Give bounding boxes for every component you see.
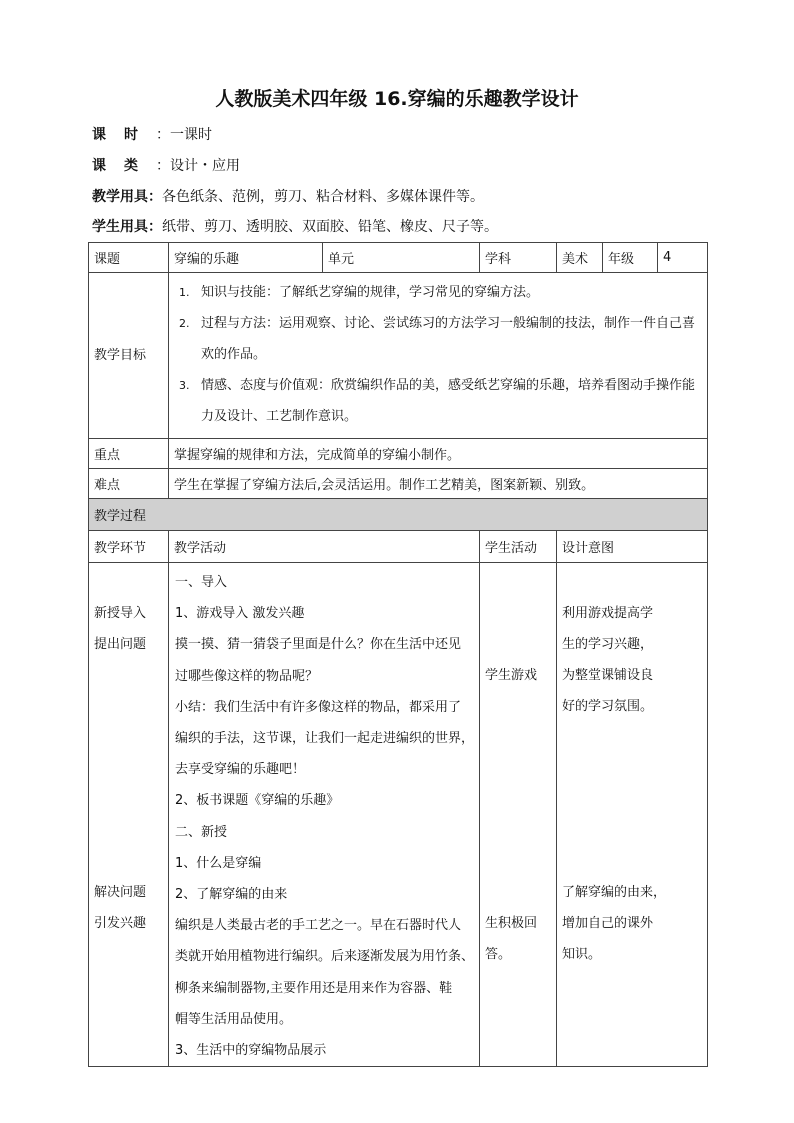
activity-line: 小结：我们生活中有许多像这样的物品，都采用了 [175, 699, 462, 715]
meta-student-tools [92, 216, 498, 236]
activity-line: 一、导入 [175, 575, 228, 590]
topic-label: 课题 [89, 243, 169, 273]
stage-column [89, 563, 169, 1067]
activity-column [169, 563, 480, 1067]
activity-line: 类就开始用植物进行编织。后来逐渐发展为用竹条、 [175, 949, 475, 965]
meta-class-type: 课类：设计・应用 [92, 158, 240, 174]
page-title: 人教版美术四年级 16.穿编的乐趣教学设计 [215, 88, 579, 110]
intent-line: 为整堂课铺设良 [562, 668, 654, 683]
activity-line: 摸一摸、猜一猜袋子里面是什么？你在生活中还见 [175, 637, 462, 653]
meta-value: 纸带、剪刀、透明胶、双面胶、铅笔、橡皮、尺子等。 [162, 219, 498, 235]
meta-value: 各色纸条、范例，剪刀、粘合材料、多媒体课件等。 [162, 189, 484, 205]
stage-item: 引发兴趣 [94, 916, 147, 931]
activity-line: 编织是人类最古老的手工艺之一。早在石器时代人 [175, 918, 462, 934]
header-student: 学生活动 [480, 531, 557, 563]
difficulty-text: 学生在掌握了穿编方法后,会灵活运用。制作工艺精美，图案新颖、别致。 [169, 469, 708, 499]
meta-label: 课类 [92, 158, 156, 174]
meta-label: 学生用具： [92, 219, 162, 235]
goal-item: 3. 情感、态度与价值观：欣赏编织作品的美，感受纸艺穿编的乐趣，培养看图动手操作能力及设计、工艺制作意识。 [179, 378, 696, 424]
activity-line: 1、游戏导入 激发兴趣 [175, 606, 305, 622]
header-activity: 教学活动 [169, 531, 480, 563]
stage-item: 解决问题 [94, 885, 147, 900]
goal-item: 1. 知识与技能：了解纸艺穿编的规律，学习常见的穿编方法。 [179, 285, 540, 300]
grade-label: 年级 [603, 243, 658, 273]
process-label: 教学过程 [89, 499, 708, 531]
intent-line: 增加自己的课外 [562, 916, 654, 931]
activity-line: 编织的手法，这节课，让我们一起走进编织的世界， [175, 731, 475, 747]
meta-teaching-tools [92, 186, 484, 206]
topic-value: 穿编的乐趣 [169, 243, 323, 273]
process-content-row [89, 563, 708, 1067]
intent-line: 了解穿编的由来， [562, 885, 667, 900]
unit-label: 单元 [323, 243, 480, 273]
meta-value: 一课时 [170, 127, 212, 143]
meta-label: 课时 [92, 127, 156, 143]
activity-line: 2、了解穿编的由来 [175, 887, 288, 903]
stage-item: 新授导入 [94, 606, 147, 621]
key-point-label: 重点 [89, 439, 169, 469]
intent-line: 知识。 [562, 947, 602, 962]
student-activity: 学生游戏 [485, 668, 538, 683]
process-header-row [89, 531, 708, 563]
activity-line: 3、生活中的穿编物品展示 [175, 1043, 327, 1059]
header-intent: 设计意图 [557, 531, 708, 563]
difficulty-label: 难点 [89, 469, 169, 499]
meta-label: 教学用具： [92, 189, 162, 205]
goal-item: 2. 过程与方法：运用观察、讨论、尝试练习的方法学习一般编制的技法，制作一件自己喜欢的作品。 [179, 316, 696, 362]
intent-line: 利用游戏提高学 [562, 606, 654, 621]
intent-line: 好的学习氛围。 [562, 699, 654, 714]
goals-row [89, 273, 708, 439]
key-point-row [89, 439, 708, 469]
header-stage: 教学环节 [89, 531, 169, 563]
intent-line: 生的学习兴趣， [562, 637, 654, 652]
activity-line: 1、什么是穿编 [175, 855, 262, 871]
activity-line: 帽等生活用品使用。 [175, 1011, 293, 1027]
lesson-plan-table [88, 242, 708, 1067]
activity-line: 2、板书课题《穿编的乐趣》 [175, 793, 340, 809]
subject-value: 美术 [557, 243, 603, 273]
subject-label: 学科 [480, 243, 557, 273]
goals-label: 教学目标 [89, 273, 169, 439]
meta-class-hours: 课时：一课时 [92, 127, 212, 143]
info-row [89, 243, 708, 273]
activity-line: 二、新授 [175, 824, 228, 840]
process-row [89, 499, 708, 531]
meta-value: 设计・应用 [170, 158, 240, 174]
difficulty-row [89, 469, 708, 499]
activity-line: 柳条来编制器物,主要作用还是用来作为容器、鞋 [175, 980, 453, 996]
activity-line: 去享受穿编的乐趣吧！ [175, 762, 306, 778]
activity-line: 过哪些像这样的物品呢？ [175, 668, 319, 684]
key-point-text: 掌握穿编的规律和方法，完成简单的穿编小制作。 [169, 439, 708, 469]
grade-value: 4 [658, 243, 708, 273]
stage-item: 提出问题 [94, 637, 147, 652]
student-column [480, 563, 557, 1067]
student-activity: 生积极回答。 [485, 916, 538, 962]
goals-content [169, 273, 708, 439]
intent-column [557, 563, 708, 1067]
